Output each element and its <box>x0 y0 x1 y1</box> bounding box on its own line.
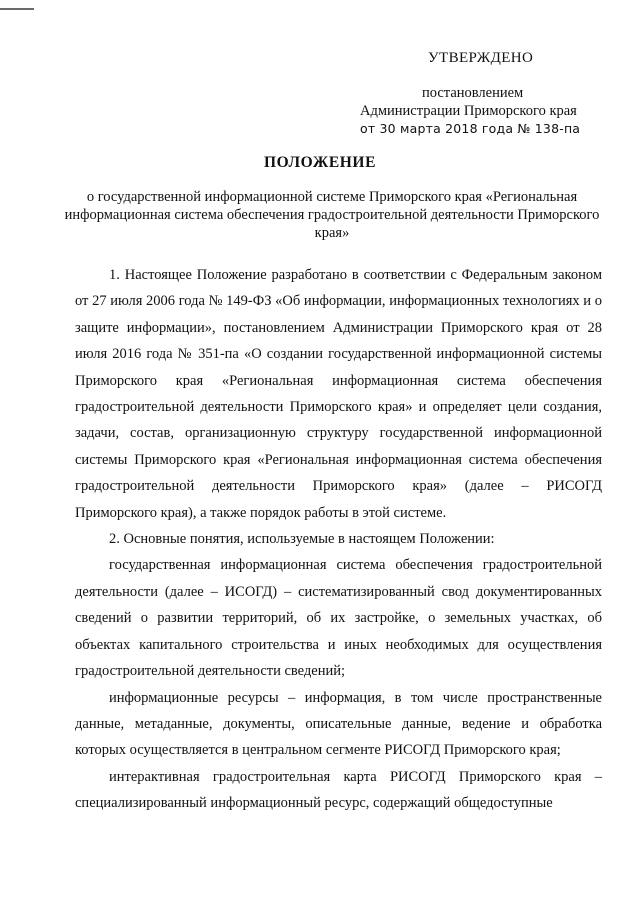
paragraph-4: информационные ресурсы – информация, в том числе пространственные данные, метаданные, документы, описательные данные, ведение и обработка которых осуществляется в центральном сегменте РИСОГД Приморского края; <box>75 689 602 759</box>
paragraph-2: 2. Основные понятия, используемые в настоящем Положении: <box>109 531 495 548</box>
approval-line-2: Администрации Приморского края <box>360 103 577 119</box>
paragraph-5: интерактивная градостроительная карта РИСОГД Приморского края – специализированный информационный ресурс, содержащий общедоступные <box>75 768 602 812</box>
approval-line-3: от 30 марта 2018 года № 138-па <box>360 121 581 136</box>
paragraph-1: 1. Настоящее Положение разработано в соответствии с Федеральным законом от 27 июля 2006 года № 149-ФЗ «Об информации, информационных технологиях и о защите информации», постановлением Администрации Приморского края от 28 июля 2016 года № 351-па «О создании государственной информационной системы Приморского края «Региональная информационная система обеспечения градостроительной деятельности Приморского края» и определяет цели создания, задачи, состав, организационную структуру государственной информационной системы Приморского края «Региональная информационная система обеспечения градостроительной деятельности Приморского края» (далее – РИСОГД Приморского края), а также порядок работы в этой системе. <box>75 267 602 521</box>
document-body <box>75 262 602 817</box>
paragraph-3: государственная информационная система обеспечения градостроительной деятельности (далее – ИСОГД) – систематизированный свод документированных сведений о развитии территорий, об их застройке, о земельных участках, об объектах капитального строительства и иных необходимых для осуществления градостроительной деятельности сведений; <box>75 557 602 680</box>
approval-line-1: постановлением <box>422 85 524 101</box>
document-subtitle: о государственной информационной системе Приморского края «Региональная информационная система обеспечения градостроительной деятельности Приморского края» <box>64 189 600 241</box>
approval-stamp-label: УТВЕРЖДЕНО <box>428 50 534 66</box>
document-title: ПОЛОЖЕНИЕ <box>263 154 377 171</box>
approval-block <box>352 84 592 138</box>
scan-edge-mark <box>0 8 34 10</box>
